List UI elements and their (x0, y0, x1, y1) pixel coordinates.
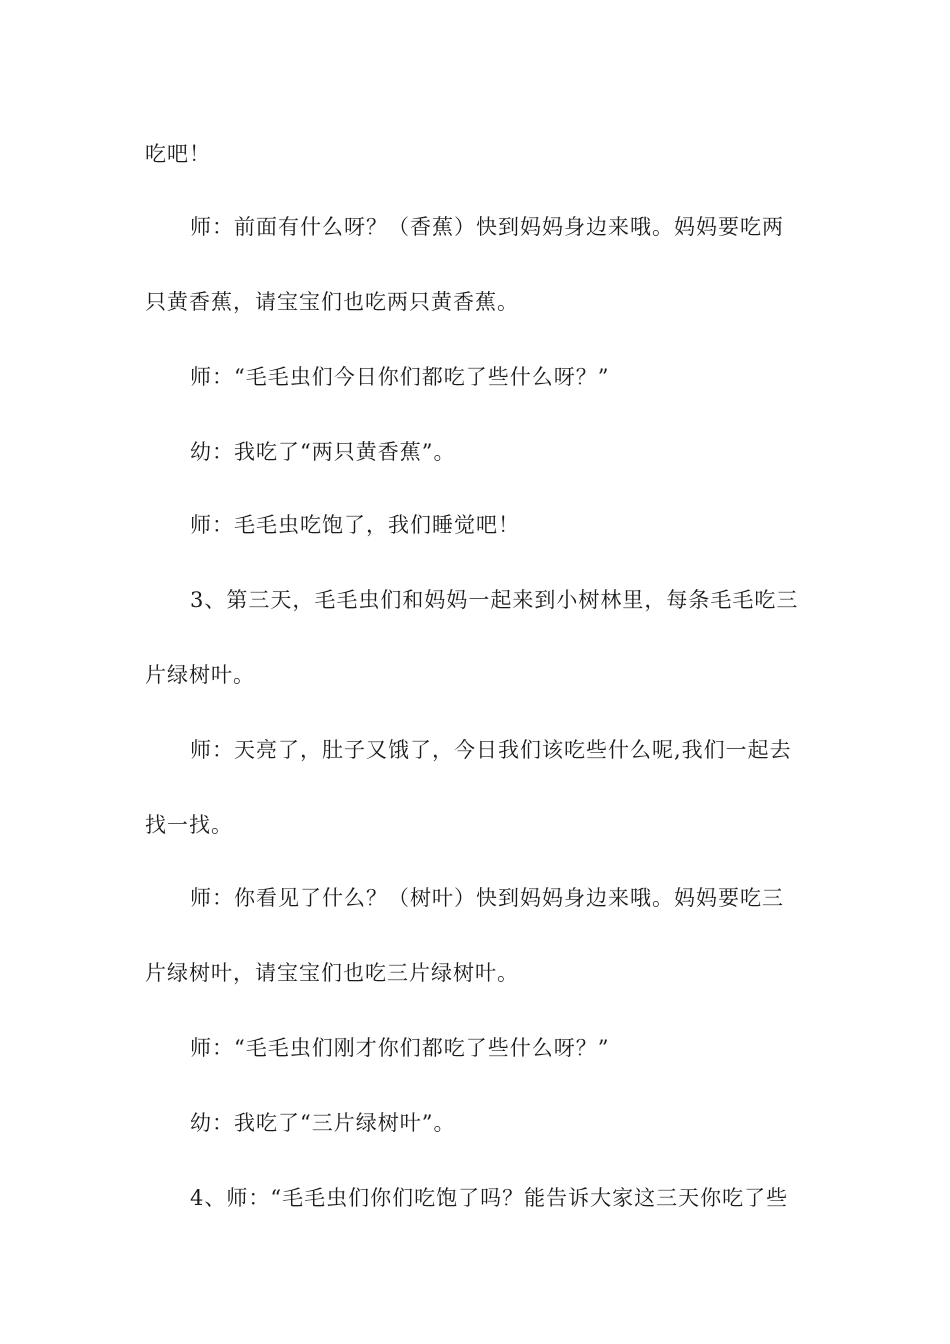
paragraph-line: 师：“毛毛虫们今日你们都吃了些什么呀？” (190, 365, 610, 389)
text-line: 只黄香蕉，请宝宝们也吃两只黄香蕉。 (145, 290, 519, 314)
paragraph-line: 师：天亮了，肚子又饿了，今日我们该吃些什么呢,我们一起去 (190, 738, 792, 762)
text-line: 片绿树叶。 (145, 663, 255, 687)
paragraph-line: 3、第三天，毛毛虫们和妈妈一起来到小树林里，每条毛毛吃三 (190, 588, 799, 612)
paragraph-line: 4、师：“毛毛虫们你们吃饱了吗？能告诉大家这三天你吃了些 (190, 1186, 789, 1210)
paragraph-line: 师：前面有什么呀？（香蕉）快到妈妈身边来哦。妈妈要吃两 (190, 215, 784, 239)
paragraph-line: 师：毛毛虫吃饱了，我们睡觉吧！ (190, 513, 520, 537)
paragraph-line: 幼：我吃了“两只黄香蕉”。 (190, 440, 456, 464)
text-line: 吃吧！ (145, 142, 211, 166)
text-line: 片绿树叶，请宝宝们也吃三片绿树叶。 (145, 961, 519, 985)
paragraph-line: 幼：我吃了“三片绿树叶”。 (190, 1111, 456, 1135)
text-line: 找一找。 (145, 813, 233, 837)
paragraph-line: 师：“毛毛虫们刚才你们都吃了些什么呀？” (190, 1036, 610, 1060)
paragraph-line: 师：你看见了什么？（树叶）快到妈妈身边来哦。妈妈要吃三 (190, 886, 784, 910)
